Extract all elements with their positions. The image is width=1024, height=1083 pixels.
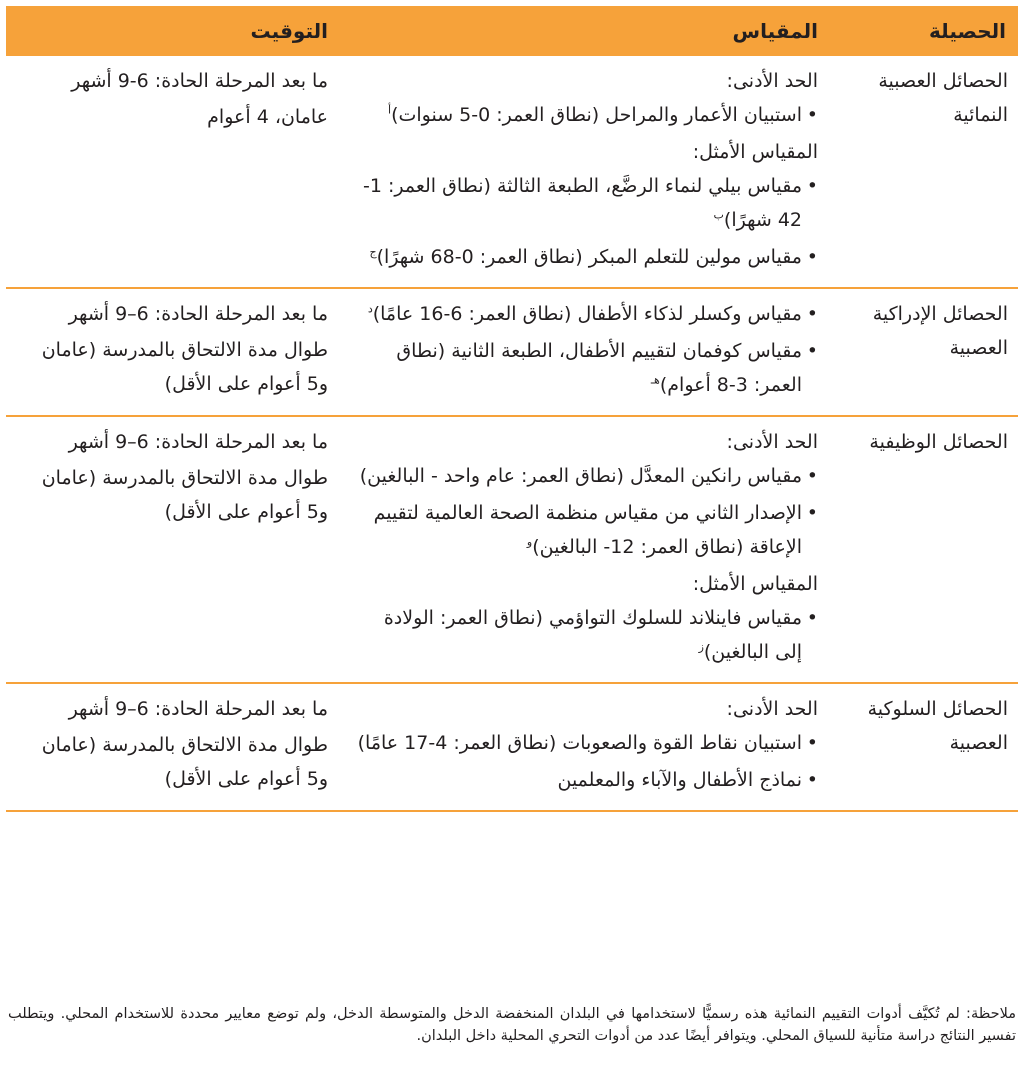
instrument-item xyxy=(352,98,818,132)
measure-group-label: الحد الأدنى: xyxy=(726,698,818,720)
instrument-item xyxy=(352,169,818,237)
table-note: ملاحظة: لم تُكيَّف أدوات التقييم النمائية هذه رسميًّا لاستخدامها في البلدان المنخفضة الدخل والمتوسطة الدخل، ولم توضع معايير محددة للاستخدام المحلي. ويتطلب تفسير النتائج دراسة متأنية للسياق المحلي. ويتوافر أيضًا عدد من أدوات التحري المحلية داخل البلدان. xyxy=(8,1005,1016,1044)
reference-marker: ز xyxy=(698,640,704,654)
timing-line: طوال مدة الالتحاق بالمدرسة (عامان و5 أعوام على الأقل) xyxy=(41,734,328,790)
header-outcome: الحصيلة xyxy=(830,6,1018,56)
reference-marker: د xyxy=(367,302,373,316)
instrument-text: مقياس وكسلر لذكاء الأطفال (نطاق العمر: 6-16 عامًا) xyxy=(372,303,802,325)
reference-marker: و xyxy=(526,535,533,549)
outcome-cell: الحصائل السلوكية العصبية xyxy=(830,683,1018,811)
timing-cell xyxy=(6,288,340,416)
reference-marker: أ xyxy=(388,103,392,117)
measure-group-label: المقياس الأمثل: xyxy=(692,141,818,163)
instrument-item xyxy=(352,459,818,493)
measure-cell xyxy=(340,416,830,683)
measure-cell xyxy=(340,56,830,288)
instrument-text: مقياس كوفمان لتقييم الأطفال، الطبعة الثانية (نطاق العمر: 3-8 أعوام) xyxy=(396,340,802,396)
table-row xyxy=(6,288,1018,416)
instrument-text: مقياس رانكين المعدَّل (نطاق العمر: عام واحد - البالغين) xyxy=(359,465,802,487)
instrument-text: مقياس بيلي لنماء الرضَّع، الطبعة الثالثة (نطاق العمر: 1-42 شهرًا) xyxy=(362,175,802,231)
outcome-cell: الحصائل الإدراكية العصبية xyxy=(830,288,1018,416)
measure-cell xyxy=(340,288,830,416)
instrument-list xyxy=(352,169,818,274)
instrument-item xyxy=(352,726,818,760)
instrument-text: نماذج الأطفال والآباء والمعلمين xyxy=(557,769,802,791)
header-row xyxy=(6,6,1018,56)
table-row xyxy=(6,416,1018,683)
timing-line: طوال مدة الالتحاق بالمدرسة (عامان و5 أعوام على الأقل) xyxy=(41,339,328,395)
instrument-item xyxy=(352,334,818,402)
measure-group-label: المقياس الأمثل: xyxy=(692,573,818,595)
instrument-item xyxy=(352,496,818,564)
measure-group-label: الحد الأدنى: xyxy=(726,431,818,453)
instrument-list xyxy=(352,297,818,402)
instrument-list xyxy=(352,459,818,564)
table-row xyxy=(6,683,1018,811)
outcome-cell: الحصائل الوظيفية xyxy=(830,416,1018,683)
timing-cell xyxy=(6,56,340,288)
timing-line: ما بعد المرحلة الحادة: 6–9 أشهر xyxy=(68,303,328,325)
reference-marker: ج xyxy=(369,245,377,259)
header-timing: التوقيت xyxy=(6,6,340,56)
reference-marker: هـ xyxy=(650,373,660,387)
timing-line: ما بعد المرحلة الحادة: 6–9 أشهر xyxy=(68,698,328,720)
instrument-list xyxy=(352,601,818,669)
instrument-text: الإصدار الثاني من مقياس منظمة الصحة العالمية لتقييم الإعاقة (نطاق العمر: 12- البالغين) xyxy=(373,502,802,558)
header-measure: المقياس xyxy=(340,6,830,56)
outcomes-table xyxy=(6,6,1018,812)
timing-line: عامان، 4 أعوام xyxy=(207,106,328,128)
measure-group-label: الحد الأدنى: xyxy=(726,70,818,92)
instrument-text: مقياس فاينلاند للسلوك التواؤمي (نطاق العمر: الولادة إلى البالغين) xyxy=(383,607,802,663)
reference-marker: ب xyxy=(713,208,724,222)
timing-line: طوال مدة الالتحاق بالمدرسة (عامان و5 أعوام على الأقل) xyxy=(41,467,328,523)
timing-line: ما بعد المرحلة الحادة: 6-9 أشهر xyxy=(71,70,328,92)
timing-cell xyxy=(6,683,340,811)
instrument-item xyxy=(352,297,818,331)
measure-cell xyxy=(340,683,830,811)
instrument-text: مقياس مولين للتعلم المبكر (نطاق العمر: 0-68 شهرًا) xyxy=(376,246,802,268)
instrument-item xyxy=(352,601,818,669)
table-row xyxy=(6,56,1018,288)
timing-line: ما بعد المرحلة الحادة: 6–9 أشهر xyxy=(68,431,328,453)
table-header xyxy=(6,6,1018,56)
instrument-list xyxy=(352,726,818,797)
instrument-list xyxy=(352,98,818,132)
table-body xyxy=(6,56,1018,811)
instrument-item xyxy=(352,763,818,797)
instrument-text: استبيان نقاط القوة والصعوبات (نطاق العمر: 4-17 عامًا) xyxy=(357,732,802,754)
instrument-text: استبيان الأعمار والمراحل (نطاق العمر: 0-5 سنوات) xyxy=(391,104,802,126)
outcome-cell: الحصائل العصبية النمائية xyxy=(830,56,1018,288)
instrument-item xyxy=(352,240,818,274)
timing-cell xyxy=(6,416,340,683)
